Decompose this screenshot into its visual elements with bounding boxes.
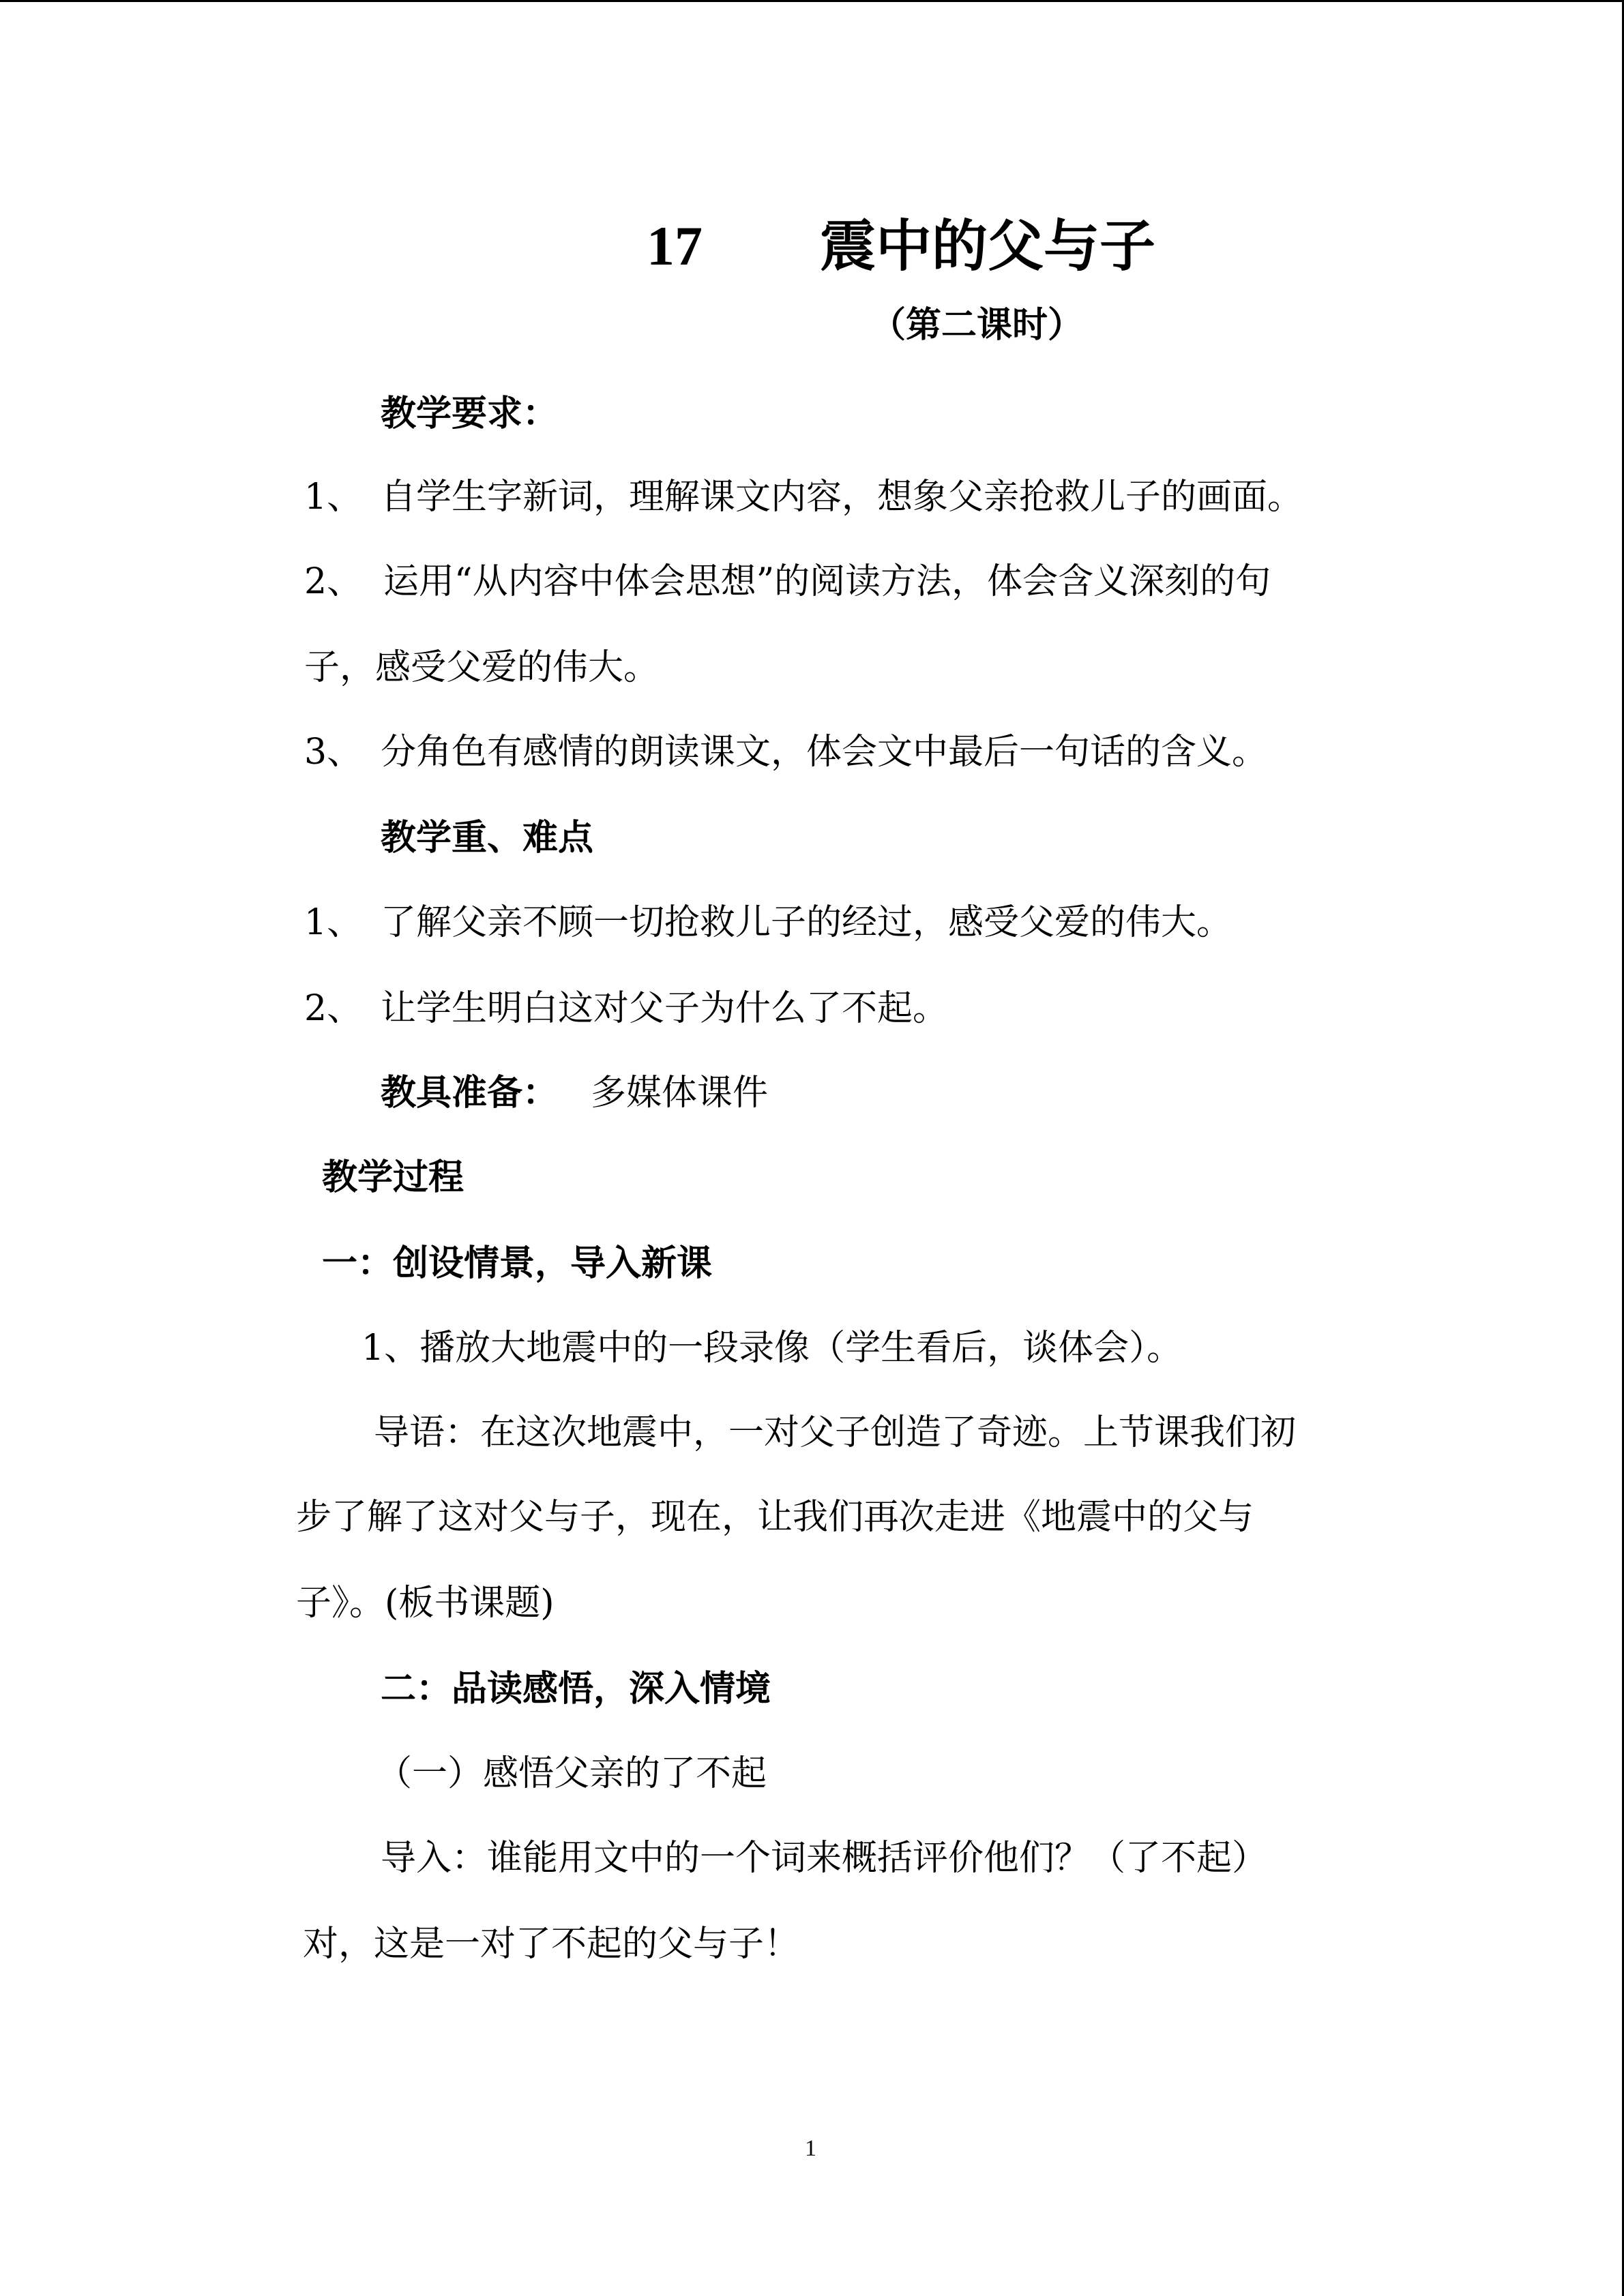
key-point-1-number: 1、 [304, 902, 363, 943]
lesson-number: 17 [647, 215, 703, 277]
requirement-3-text: 分角色有感情的朗读课文，体会文中最后一句话的含义。 [381, 732, 1268, 773]
requirement-2-number: 2、 [304, 561, 363, 602]
key-point-2-text: 让学生明白这对父子为什么了不起。 [381, 988, 949, 1029]
section-1-intro-line-2: 步了解了这对父与子，现在，让我们再次走进《地震中的父与 [296, 1497, 1254, 1538]
section-2-subheading: （一）感悟父亲的了不起 [377, 1753, 767, 1794]
section-2-lead-line-1: 导入：谁能用文中的一个词来概括评价他们？（了不起） [381, 1838, 1268, 1879]
key-point-1-text: 了解父亲不顾一切抢救儿子的经过，感受父爱的伟大。 [381, 902, 1232, 943]
lesson-subtitle: （第二课时） [870, 304, 1084, 346]
section-1-item-1: 1、播放大地震中的一段录像（学生看后，谈体会）。 [361, 1328, 1183, 1369]
materials-label: 教具准备： [381, 1072, 559, 1114]
lesson-title: 震中的父与子 [820, 213, 1156, 279]
section-1-heading: 一：创设情景，导入新课 [322, 1242, 713, 1284]
requirement-1-number: 1、 [304, 477, 363, 518]
key-point-2-number: 2、 [304, 988, 363, 1029]
requirement-2-continuation: 子，感受父爱的伟大。 [304, 647, 660, 688]
page-number: 1 [805, 2136, 816, 2161]
requirements-heading: 教学要求： [381, 393, 559, 434]
requirement-3-number: 3、 [304, 732, 363, 773]
requirement-1-text: 自学生字新词，理解课文内容，想象父亲抢救儿子的画面。 [381, 477, 1303, 518]
section-2-heading: 二：品读感悟，深入情境 [381, 1668, 771, 1710]
requirement-2-text: 运用“从内容中体会思想”的阅读方法，体会含义深刻的句 [383, 561, 1271, 602]
section-2-lead-line-2: 对，这是一对了不起的父与子！ [303, 1924, 800, 1965]
key-points-heading: 教学重、难点 [381, 817, 594, 859]
process-heading: 教学过程 [322, 1157, 464, 1198]
materials-value: 多媒体课件 [591, 1073, 769, 1114]
section-1-intro-line-3: 子》。(板书课题) [296, 1583, 555, 1624]
section-1-intro-line-1: 导语：在这次地震中，一对父子创造了奇迹。上节课我们初 [374, 1412, 1297, 1453]
